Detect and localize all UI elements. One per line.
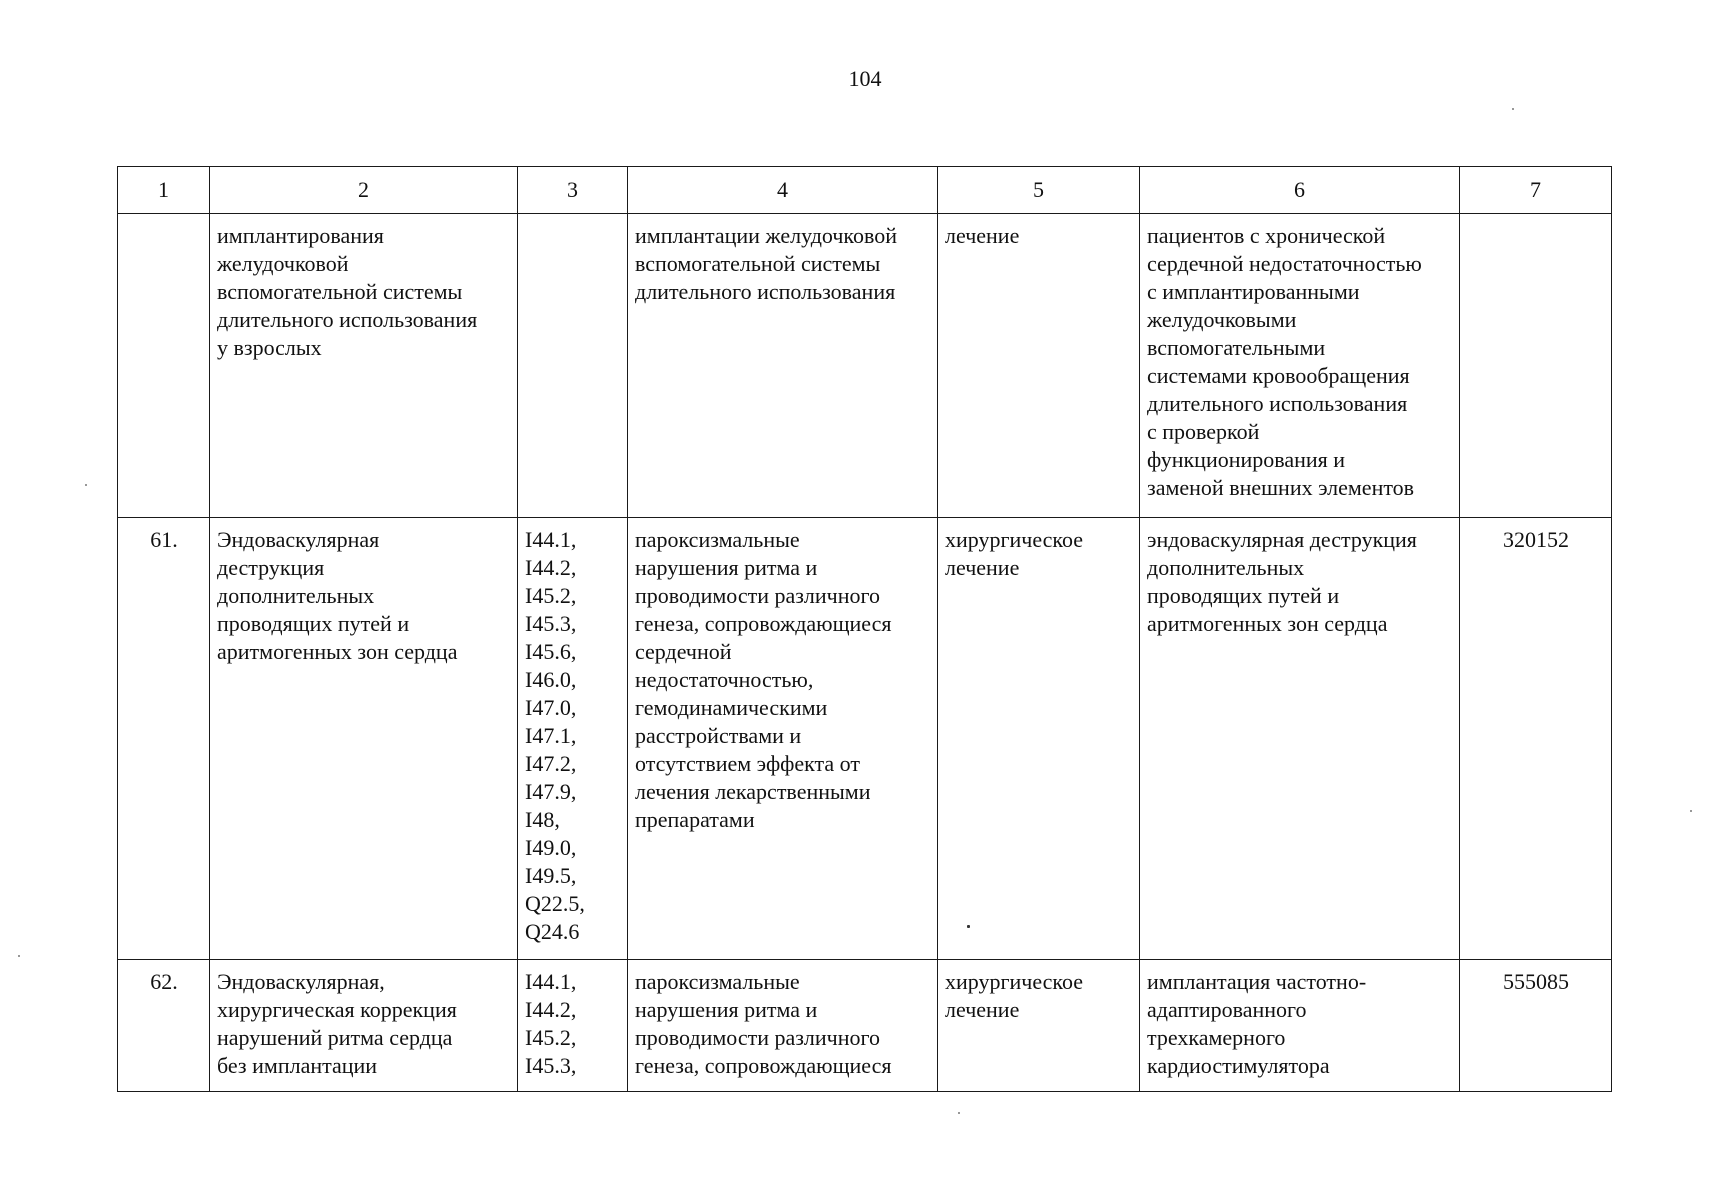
text-line: лечение xyxy=(945,555,1020,580)
text-line: гемодинамическими xyxy=(635,695,828,720)
scan-speck xyxy=(1690,810,1692,812)
icd-code: I46.0, xyxy=(525,667,577,692)
text-line: хирургическое xyxy=(945,969,1084,994)
text-line: с проверкой xyxy=(1147,419,1260,444)
treatment-method-cell xyxy=(1140,960,1460,1092)
row-number-cell xyxy=(118,214,210,518)
scan-speck xyxy=(85,484,87,486)
icd-code: I49.5, xyxy=(525,863,577,888)
column-header-7: 7 xyxy=(1460,167,1612,214)
text-line: препаратами xyxy=(635,807,755,832)
page-number: 104 xyxy=(848,66,882,91)
header-row xyxy=(118,167,1612,214)
service-name xyxy=(217,222,511,362)
text-line: системами кровообращения xyxy=(1147,363,1410,388)
text-line: проводящих путей и xyxy=(217,611,410,636)
patient-model-cell xyxy=(628,214,938,518)
text-line: нарушения ритма и xyxy=(635,997,818,1022)
text-line: деструкция xyxy=(217,555,325,580)
cost-cell: 555085 xyxy=(1460,960,1612,1092)
icd-code: I44.1, xyxy=(525,969,577,994)
text-line: вспомогательными xyxy=(1147,335,1326,360)
text-line: дополнительных xyxy=(1147,555,1305,580)
icd-code: I47.9, xyxy=(525,779,577,804)
icd-codes xyxy=(525,968,621,1080)
text-line: сердечной недостаточностью xyxy=(1147,251,1422,276)
table-row xyxy=(118,518,1612,960)
icd-codes-cell xyxy=(518,960,628,1092)
cost-cell xyxy=(1460,214,1612,518)
column-header-2: 2 xyxy=(210,167,518,214)
scan-speck xyxy=(1512,108,1514,110)
text-line: нарушений ритма сердца xyxy=(217,1025,453,1050)
text-line: нарушения ритма и xyxy=(635,555,818,580)
text-line: недостаточностью, xyxy=(635,667,814,692)
icd-code: I47.1, xyxy=(525,723,577,748)
text-line: желудочковой xyxy=(217,251,349,276)
text-line: вспомогательной системы xyxy=(635,251,881,276)
row-number-cell: 62. xyxy=(118,960,210,1092)
text-line: дополнительных xyxy=(217,583,375,608)
text-line: лечение xyxy=(945,997,1020,1022)
service-name-cell xyxy=(210,518,518,960)
service-name-cell xyxy=(210,960,518,1092)
text-line: желудочковыми xyxy=(1147,307,1297,332)
text-line: функционирования и xyxy=(1147,447,1346,472)
treatment-type-cell xyxy=(938,518,1140,960)
table-row xyxy=(118,214,1612,518)
icd-code: I45.2, xyxy=(525,583,577,608)
treatment-method-cell xyxy=(1140,214,1460,518)
treatment-type-cell xyxy=(938,214,1140,518)
text-line: лечения лекарственными xyxy=(635,779,871,804)
text-line: Эндоваскулярная, xyxy=(217,969,385,994)
text-line: длительного использования xyxy=(217,307,478,332)
patient-model xyxy=(635,526,931,834)
text-line: имплантирования xyxy=(217,223,384,248)
column-header-6: 6 xyxy=(1140,167,1460,214)
text-line: имплантации желудочковой xyxy=(635,223,897,248)
text-line: проводимости различного xyxy=(635,583,880,608)
patient-model-cell xyxy=(628,960,938,1092)
icd-codes-cell xyxy=(518,518,628,960)
scan-speck xyxy=(18,955,20,957)
treatment-method xyxy=(1147,526,1453,638)
table-row xyxy=(118,960,1612,1092)
text-line: аритмогенных зон сердца xyxy=(217,639,458,664)
text-line: с имплантированными xyxy=(1147,279,1360,304)
column-header-1: 1 xyxy=(118,167,210,214)
icd-code: I45.3, xyxy=(525,1053,577,1078)
icd-code: I48, xyxy=(525,807,560,832)
column-header-3: 3 xyxy=(518,167,628,214)
text-line: имплантация частотно- xyxy=(1147,969,1367,994)
text-line: расстройствами и xyxy=(635,723,802,748)
column-header-4: 4 xyxy=(628,167,938,214)
text-line: адаптированного xyxy=(1147,997,1307,1022)
icd-code: I45.3, xyxy=(525,611,577,636)
icd-codes xyxy=(525,526,621,946)
treatment-type xyxy=(945,222,1133,250)
patient-model-cell xyxy=(628,518,938,960)
services-table xyxy=(117,166,1612,1092)
text-line: кардиостимулятора xyxy=(1147,1053,1330,1078)
text-line: пароксизмальные xyxy=(635,969,800,994)
scan-speck xyxy=(958,1112,960,1114)
treatment-method xyxy=(1147,968,1453,1080)
text-line: хирургическая коррекция xyxy=(217,997,457,1022)
icd-code: I47.2, xyxy=(525,751,577,776)
treatment-type-cell xyxy=(938,960,1140,1092)
text-line: без имплантации xyxy=(217,1053,378,1078)
text-line: вспомогательной системы xyxy=(217,279,463,304)
text-line: пациентов с хронической xyxy=(1147,223,1386,248)
cost-cell: 320152 xyxy=(1460,518,1612,960)
text-line: аритмогенных зон сердца xyxy=(1147,611,1388,636)
service-name-cell xyxy=(210,214,518,518)
service-name xyxy=(217,968,511,1080)
icd-code: I45.2, xyxy=(525,1025,577,1050)
icd-code: I45.6, xyxy=(525,639,577,664)
patient-model xyxy=(635,222,931,306)
icd-code: I44.2, xyxy=(525,997,577,1022)
text-line: длительного использования xyxy=(1147,391,1408,416)
text-line: лечение xyxy=(945,223,1020,248)
row-number-cell: 61. xyxy=(118,518,210,960)
column-header-5: 5 xyxy=(938,167,1140,214)
icd-codes-cell xyxy=(518,214,628,518)
text-line: генеза, сопровождающиеся xyxy=(635,611,892,636)
patient-model xyxy=(635,968,931,1080)
text-line: отсутствием эффекта от xyxy=(635,751,861,776)
text-line: хирургическое xyxy=(945,527,1084,552)
text-line: пароксизмальные xyxy=(635,527,800,552)
text-line: проводимости различного xyxy=(635,1025,880,1050)
icd-code: Q24.6 xyxy=(525,919,580,944)
icd-code: Q22.5, xyxy=(525,891,585,916)
service-name xyxy=(217,526,511,666)
text-line: сердечной xyxy=(635,639,732,664)
treatment-type xyxy=(945,526,1133,582)
icd-code: I49.0, xyxy=(525,835,577,860)
icd-code: I47.0, xyxy=(525,695,577,720)
text-line: проводящих путей и xyxy=(1147,583,1340,608)
text-line: у взрослых xyxy=(217,335,322,360)
treatment-method-cell xyxy=(1140,518,1460,960)
treatment-method xyxy=(1147,222,1453,502)
text-line: эндоваскулярная деструкция xyxy=(1147,527,1417,552)
text-line: трехкамерного xyxy=(1147,1025,1286,1050)
text-line: генеза, сопровождающиеся xyxy=(635,1053,892,1078)
treatment-type xyxy=(945,968,1133,1024)
text-line: длительного использования xyxy=(635,279,896,304)
text-line: заменой внешних элементов xyxy=(1147,475,1415,500)
icd-code: I44.1, xyxy=(525,527,577,552)
icd-code: I44.2, xyxy=(525,555,577,580)
text-line: Эндоваскулярная xyxy=(217,527,380,552)
scan-speck xyxy=(967,925,970,928)
